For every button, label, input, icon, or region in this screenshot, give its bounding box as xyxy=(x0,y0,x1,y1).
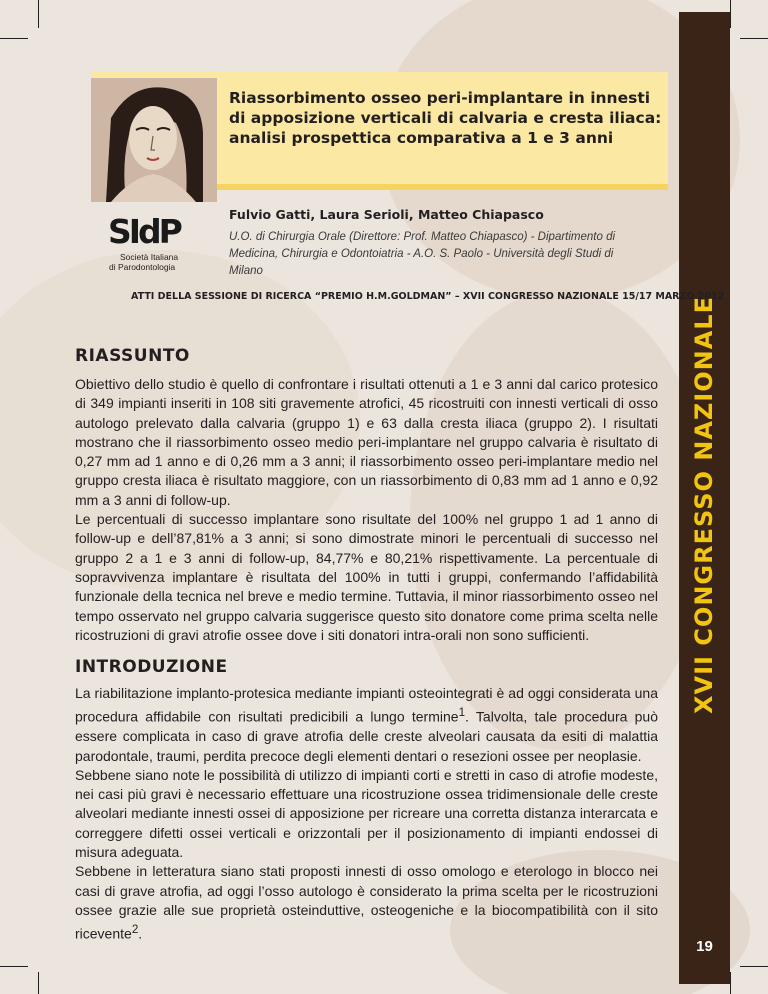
crop-mark xyxy=(38,972,39,994)
sidebar-congress-label: XVII CONGRESSO NAZIONALE xyxy=(690,296,718,714)
introduzione-paragraph-2: Sebbene siano note le possibilità di utilizzo di impianti corti e stretti in caso di atrofie modeste, nei casi più gravi è necessario effettuare una ricostruzione ossea tridimensionale delle creste alveolari mediante innesti ossei di apposizione per ricreare una corretta distanza interarcata e correggere difetti ossei verticali e orizzontali per il posizionamento di impianti endossei di misura adeguata. xyxy=(75,766,658,861)
affiliation: U.O. di Chirurgia Orale (Direttore: Prof. Matteo Chiapasco) - Dipartimento di Medicina, Chirurgia e Odontoiatria - A.O. S. Paolo - Università degli Studi di Milano xyxy=(229,231,616,277)
intro-p3-text: Sebbene in letteratura siano stati proposti innesti di osso omologo e eterologo in blocco nei casi di grave atrofia, ad oggi l’osso autologo è considerato la prima scelta per le ricostruzioni ossee grazie alle sue proprietà osteinduttive, osteogeniche e la biocompatibilità con il sito ricevente xyxy=(75,863,658,942)
riassunto-paragraph-1: Obiettivo dello studio è quello di confrontare i risultati ottenuti a 1 e 3 anni dal carico protesico di 349 impianti inseriti in 108 siti gravemente atrofici, 45 ricostruiti con innesti verticali di osso autologo prelevato dalla calvaria (gruppo 1) e 63 dalla cresta iliaca (gruppo 2). I risultati mostrano che il riassorbimento osseo medio peri-implantare nel gruppo calvaria è risultato di 0,27 mm ad 1 anno e di 0,26 mm a 3 anni; il riassorbimento osseo peri-implantare medio nel gruppo cresta iliaca è risultato maggiore, con un riassorbimento di 0,83 mm ad 1 anno e 0,92 mm a 3 anni di follow-up. xyxy=(75,376,658,508)
introduzione-paragraph-3 xyxy=(75,862,658,944)
riassunto-body xyxy=(75,375,658,645)
paper-title: Riassorbimento osseo peri-implantare in innesti di apposizione verticali di calvaria e cresta iliaca: analisi prospettica comparativa a 1 e 3 anni xyxy=(229,89,662,147)
portrait-image xyxy=(91,78,217,202)
reference-2: 2 xyxy=(131,923,139,937)
sidp-logo xyxy=(108,212,200,290)
riassunto-paragraph-2: Le percentuali di successo implantare sono risultate del 100% nel gruppo 1 ad 1 anno di follow-up e dell’87,81% a 3 anni; si sono dimostrate minori le percentuali di successo nel gruppo 2 a 1 e 3 anni di follow-up, 84,77% e 80,21% rispettivamente. La percentuale di sopravvivenza implantare è risultata del 100% in tutti i gruppi, confermando l’affidabilità funzionale della tecnica nel breve e medio termine. Tuttavia, il minor riassorbimento osseo nel tempo osservato nel gruppo calvaria suggerisce questo sito donatore come prima scelta nelle ricostruzioni di gravi atrofie ossee dove i siti donatori intra-orali non sono sufficienti. xyxy=(75,511,658,643)
crop-mark xyxy=(730,0,731,28)
logo-caption-line1: Società Italiana xyxy=(120,252,179,262)
crop-mark xyxy=(740,38,768,39)
intro-p1-text: La riabilitazione implanto-protesica mediante impianti osteointegrati è ad oggi considerata una procedura affidabile con risultati predicibili a lungo termine xyxy=(75,685,658,725)
section-heading-riassunto: RIASSUNTO xyxy=(75,346,190,366)
introduzione-body xyxy=(75,684,658,944)
introduzione-paragraph-1 xyxy=(75,684,658,766)
header-band xyxy=(213,184,668,190)
logo-mark: SIdP xyxy=(108,212,180,251)
page-number: 19 xyxy=(696,938,713,955)
reference-1: 1 xyxy=(458,706,466,720)
proceedings-line: ATTI DELLA SESSIONE DI RICERCA “PREMIO H.M.GOLDMAN” – XVII CONGRESSO NAZIONALE 15/17 MARZO 2012 xyxy=(131,291,725,302)
intro-p3-rest: . xyxy=(138,925,143,942)
logo-caption-line2: di Parodontologia xyxy=(109,262,176,272)
section-heading-introduzione: INTRODUZIONE xyxy=(75,657,228,677)
crop-mark xyxy=(0,38,28,39)
crop-mark xyxy=(0,966,28,967)
intro-p1-rest: . Talvolta, tale procedura può essere complicata in caso di grave atrofia delle creste alveolari causata da esiti di malattia parodontale, traumi, perdita precoce degli elementi dentari o resezioni ossee per neoplasie. xyxy=(75,708,658,764)
crop-mark xyxy=(730,972,731,994)
crop-mark xyxy=(38,0,39,28)
crop-mark xyxy=(740,966,768,967)
authors: Fulvio Gatti, Laura Serioli, Matteo Chiapasco xyxy=(229,207,544,222)
